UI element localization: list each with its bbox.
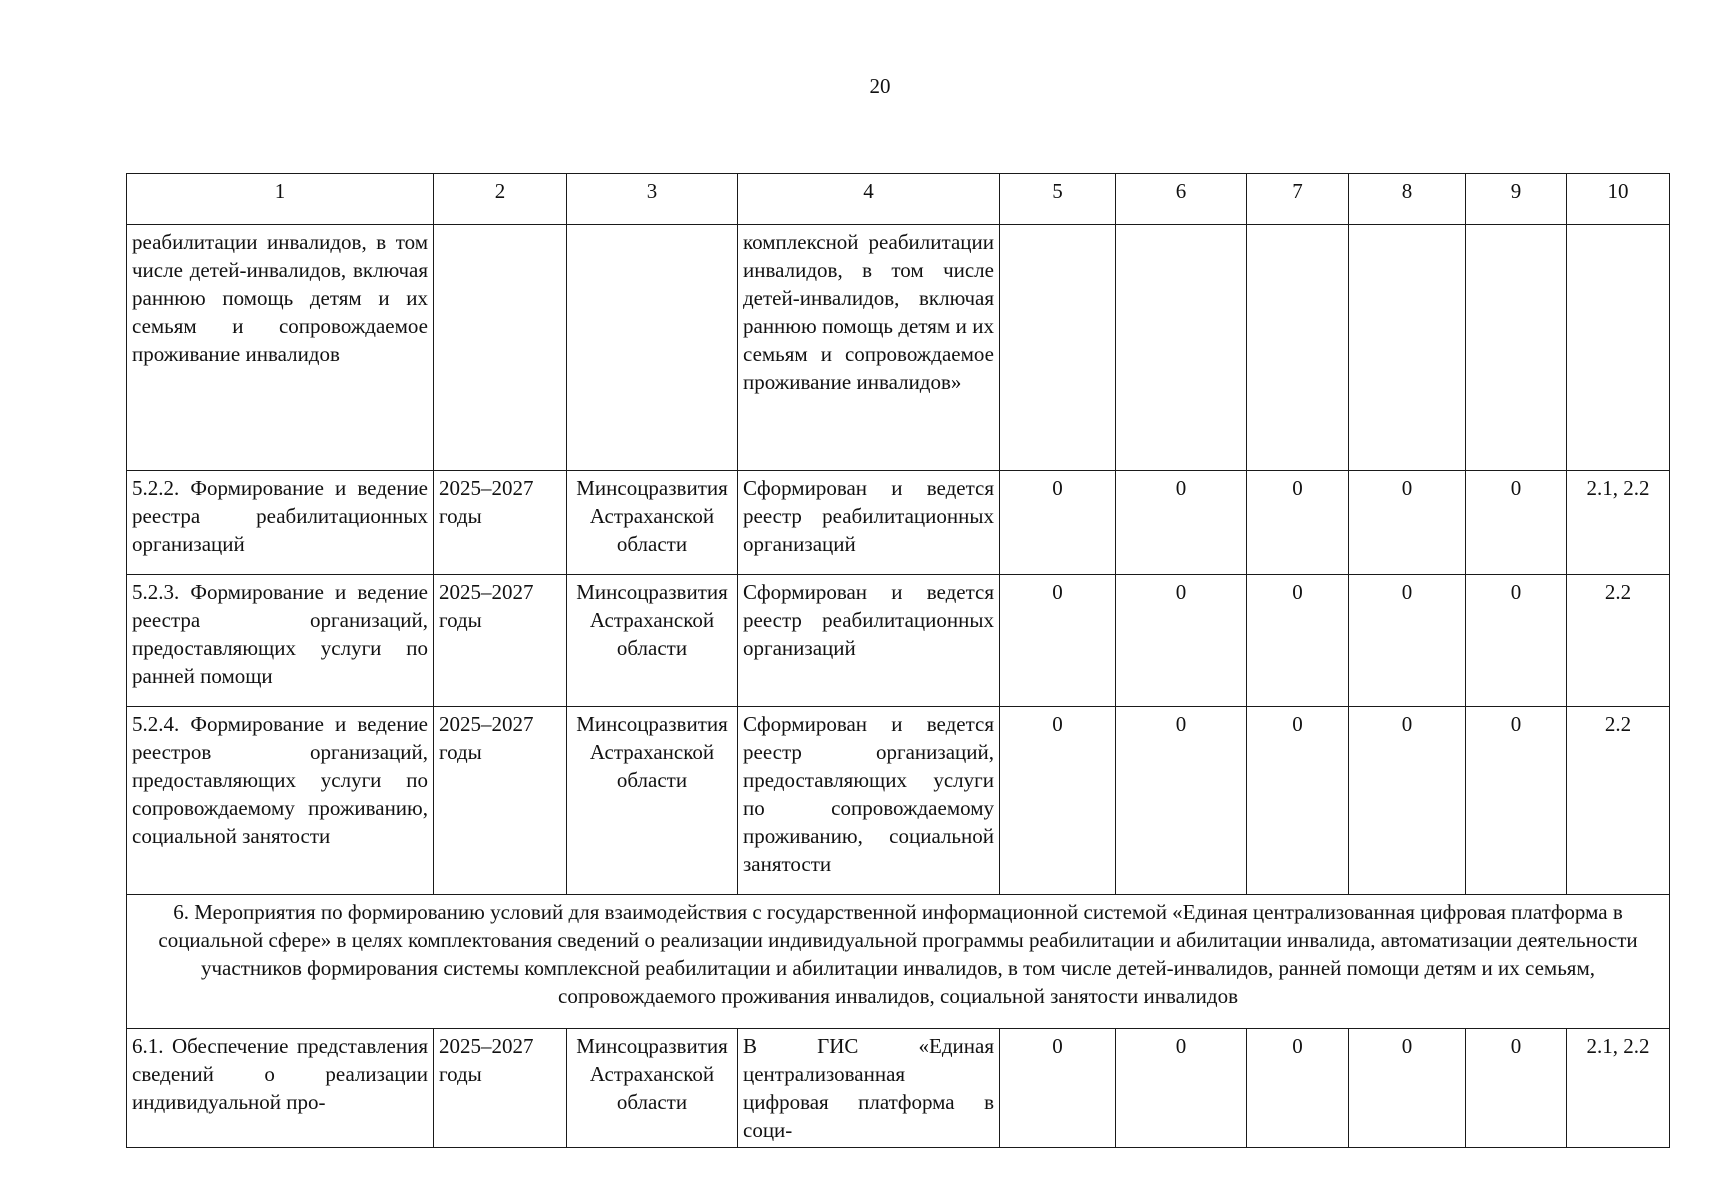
period-cell: 2025–2027 годы [434,471,567,575]
value-cell: 0 [1000,575,1116,707]
value-cell: 0 [1466,1029,1567,1148]
executor-cell: Минсоцразвития Астраханской области [567,707,738,895]
value-cell: 0 [1247,1029,1349,1148]
section-heading: 6. Мероприятия по формированию условий для взаимодействия с государственной информационной системой «Единая централизованная цифровая платформа в социальной сфере» в целях комплектования сведений о реализации индивидуальной программы реабилитации и абилитации инвалида, автоматизации деятельности участников формирования системы комплексной реабилитации и абилитации инвалидов, в том числе детей-инвалидов, ранней помощи детям и их семьям, сопровождаемого проживания инвалидов, социальной занятости инвалидов [127,895,1670,1029]
column-header: 6 [1116,174,1247,225]
executor-cell: Минсоцразвития Астраханской области [567,575,738,707]
column-header: 9 [1466,174,1567,225]
indicator-cell: 2.1, 2.2 [1567,1029,1670,1148]
table-row [127,471,1670,575]
value-cell: 0 [1247,707,1349,895]
activity-cell: 5.2.3. Формирование и ведение реестра организаций, предоставляющих услуги по ранней помощи [127,575,434,707]
value-cell: 0 [1116,575,1247,707]
activity-cell: 5.2.4. Формирование и ведение реестров организаций, предоставляющих услуги по сопровождаемому проживанию, социальной занятости [127,707,434,895]
value-cell: 0 [1000,1029,1116,1148]
value-cell [1466,225,1567,471]
column-header: 2 [434,174,567,225]
period-cell: 2025–2027 годы [434,707,567,895]
value-cell: 0 [1349,707,1466,895]
column-number-header-row [127,174,1670,225]
period-cell [434,225,567,471]
value-cell [1000,225,1116,471]
column-header: 7 [1247,174,1349,225]
period-cell: 2025–2027 годы [434,575,567,707]
activity-cell: 6.1. Обеспечение представления сведений о реализации индивидуальной про- [127,1029,434,1148]
page-number: 20 [869,74,891,98]
value-cell: 0 [1349,575,1466,707]
executor-cell: Минсоцразвития Астраханской области [567,471,738,575]
value-cell [1116,225,1247,471]
activity-cell: реабилитации инвалидов, в том числе детей-инвалидов, включая раннюю помощь детям и их семьям и сопровождаемое проживание инвалидов [127,225,434,471]
section-heading-row [127,895,1670,1029]
column-header: 4 [738,174,1000,225]
column-header: 1 [127,174,434,225]
value-cell: 0 [1000,471,1116,575]
executor-cell [567,225,738,471]
result-cell: Сформирован и ведется реестр организаций, предоставляющих услуги по сопровождаемому проживанию, социальной занятости [738,707,1000,895]
column-header: 3 [567,174,738,225]
value-cell: 0 [1466,575,1567,707]
indicator-cell: 2.1, 2.2 [1567,471,1670,575]
value-cell [1349,225,1466,471]
result-cell: В ГИС «Единая централизованная цифровая платформа в соци- [738,1029,1000,1148]
value-cell: 0 [1116,1029,1247,1148]
value-cell: 0 [1349,471,1466,575]
executor-cell: Минсоцразвития Астраханской области [567,1029,738,1148]
value-cell: 0 [1000,707,1116,895]
table-row [127,575,1670,707]
indicator-cell [1567,225,1670,471]
table-row [127,707,1670,895]
period-cell: 2025–2027 годы [434,1029,567,1148]
indicator-cell: 2.2 [1567,707,1670,895]
value-cell: 0 [1349,1029,1466,1148]
column-header: 5 [1000,174,1116,225]
value-cell: 0 [1247,575,1349,707]
indicator-cell: 2.2 [1567,575,1670,707]
column-header: 10 [1567,174,1670,225]
value-cell: 0 [1466,707,1567,895]
table-row [127,225,1670,471]
activity-cell: 5.2.2. Формирование и ведение реестра реабилитационных организаций [127,471,434,575]
value-cell: 0 [1247,471,1349,575]
value-cell: 0 [1116,471,1247,575]
result-cell: Сформирован и ведется реестр реабилитационных организаций [738,575,1000,707]
result-cell: Сформирован и ведется реестр реабилитационных организаций [738,471,1000,575]
table-row [127,1029,1670,1148]
value-cell: 0 [1466,471,1567,575]
value-cell: 0 [1116,707,1247,895]
result-cell: комплексной реабилитации инвалидов, в том числе детей-инвалидов, включая раннюю помощь детям и их семьям и сопровождаемое проживание инвалидов» [738,225,1000,471]
program-table [126,173,1670,1148]
column-header: 8 [1349,174,1466,225]
value-cell [1247,225,1349,471]
